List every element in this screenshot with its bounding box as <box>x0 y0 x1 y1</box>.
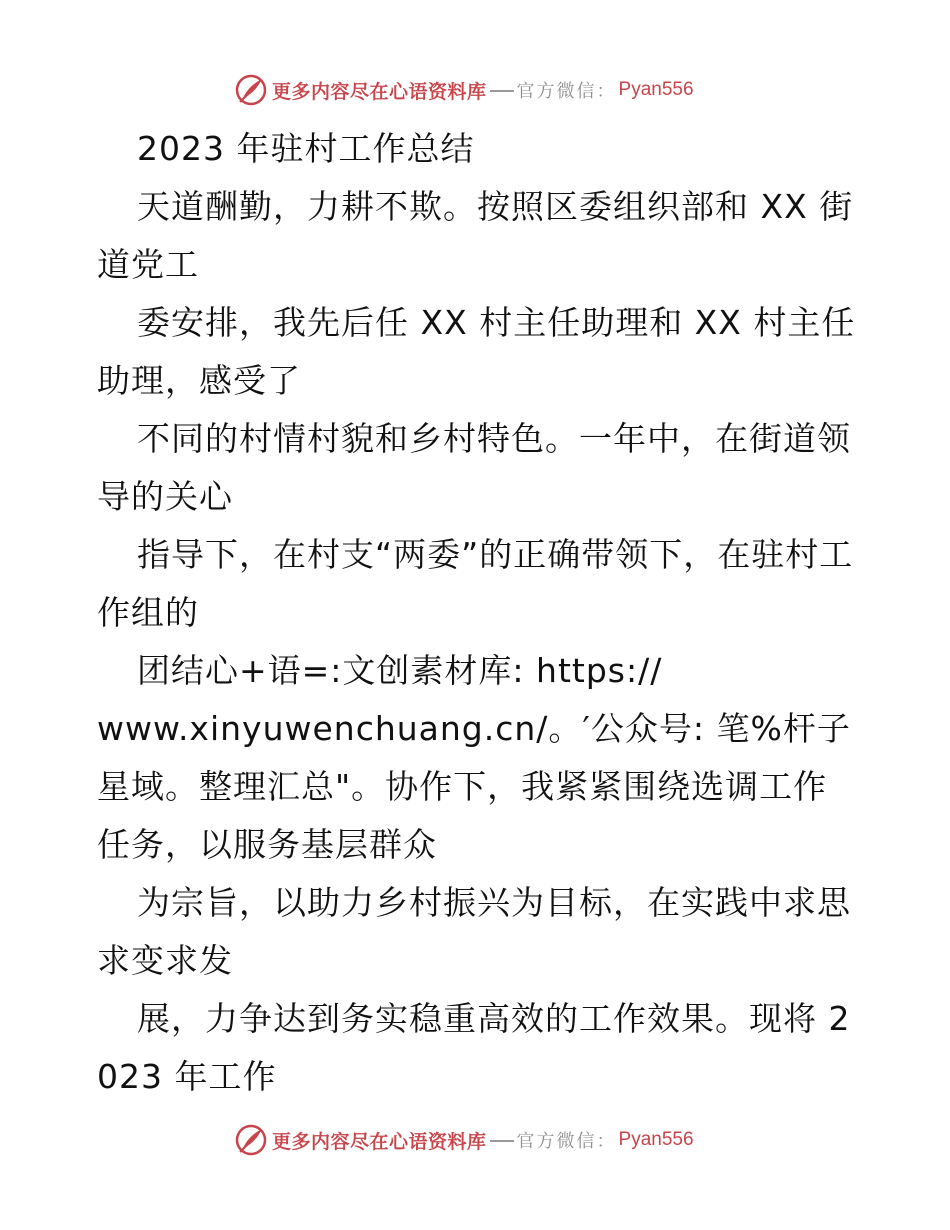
watermark-wechat-label: 官方微信： <box>516 1131 617 1152</box>
watermark-dash <box>490 90 514 92</box>
paragraph: 不同的村情村貌和乡村特色。一年中，在街道领导的关心 <box>97 419 851 516</box>
feather-quill-logo-icon <box>234 1123 268 1157</box>
header-watermark <box>234 70 694 110</box>
watermark-handle: Pyan556 <box>618 1129 694 1150</box>
paragraph: 团结心+语=:文创素材库: https:// <box>137 651 663 690</box>
document-body <box>97 120 857 1106</box>
paragraph: 展，力争达到务实稳重高效的工作效果。现将 2023 年工作 <box>97 999 851 1096</box>
watermark-wechat-label: 官方微信： <box>516 81 617 102</box>
watermark-promo-text: 更多内容尽在心语资料库 <box>272 80 487 103</box>
watermark-handle: Pyan556 <box>618 79 694 100</box>
paragraph: 为宗旨，以助力乡村振兴为目标，在实践中求思求变求发 <box>97 883 851 980</box>
watermark-dash <box>490 1140 514 1142</box>
watermark-promo-text: 更多内容尽在心语资料库 <box>272 1130 487 1153</box>
paragraph: 委安排，我先后任 XX 村主任助理和 XX 村主任助理，感受了 <box>97 303 856 400</box>
document-title: 2023 年驻村工作总结 <box>137 129 475 168</box>
paragraph: 指导下，在村支“两委”的正确带领下，在驻村工作组的 <box>97 535 854 632</box>
paragraph: 天道酬勤，力耕不欺。按照区委组织部和 XX 街道党工 <box>97 187 854 284</box>
paragraph: www.xinyuwenchuang.cn/。′公众号: 笔%杆子星域。整理汇总"。协作下，我紧紧围绕选调工作任务，以服务基层群众 <box>97 709 851 864</box>
feather-quill-logo-icon <box>234 73 268 107</box>
footer-watermark <box>234 1120 694 1160</box>
